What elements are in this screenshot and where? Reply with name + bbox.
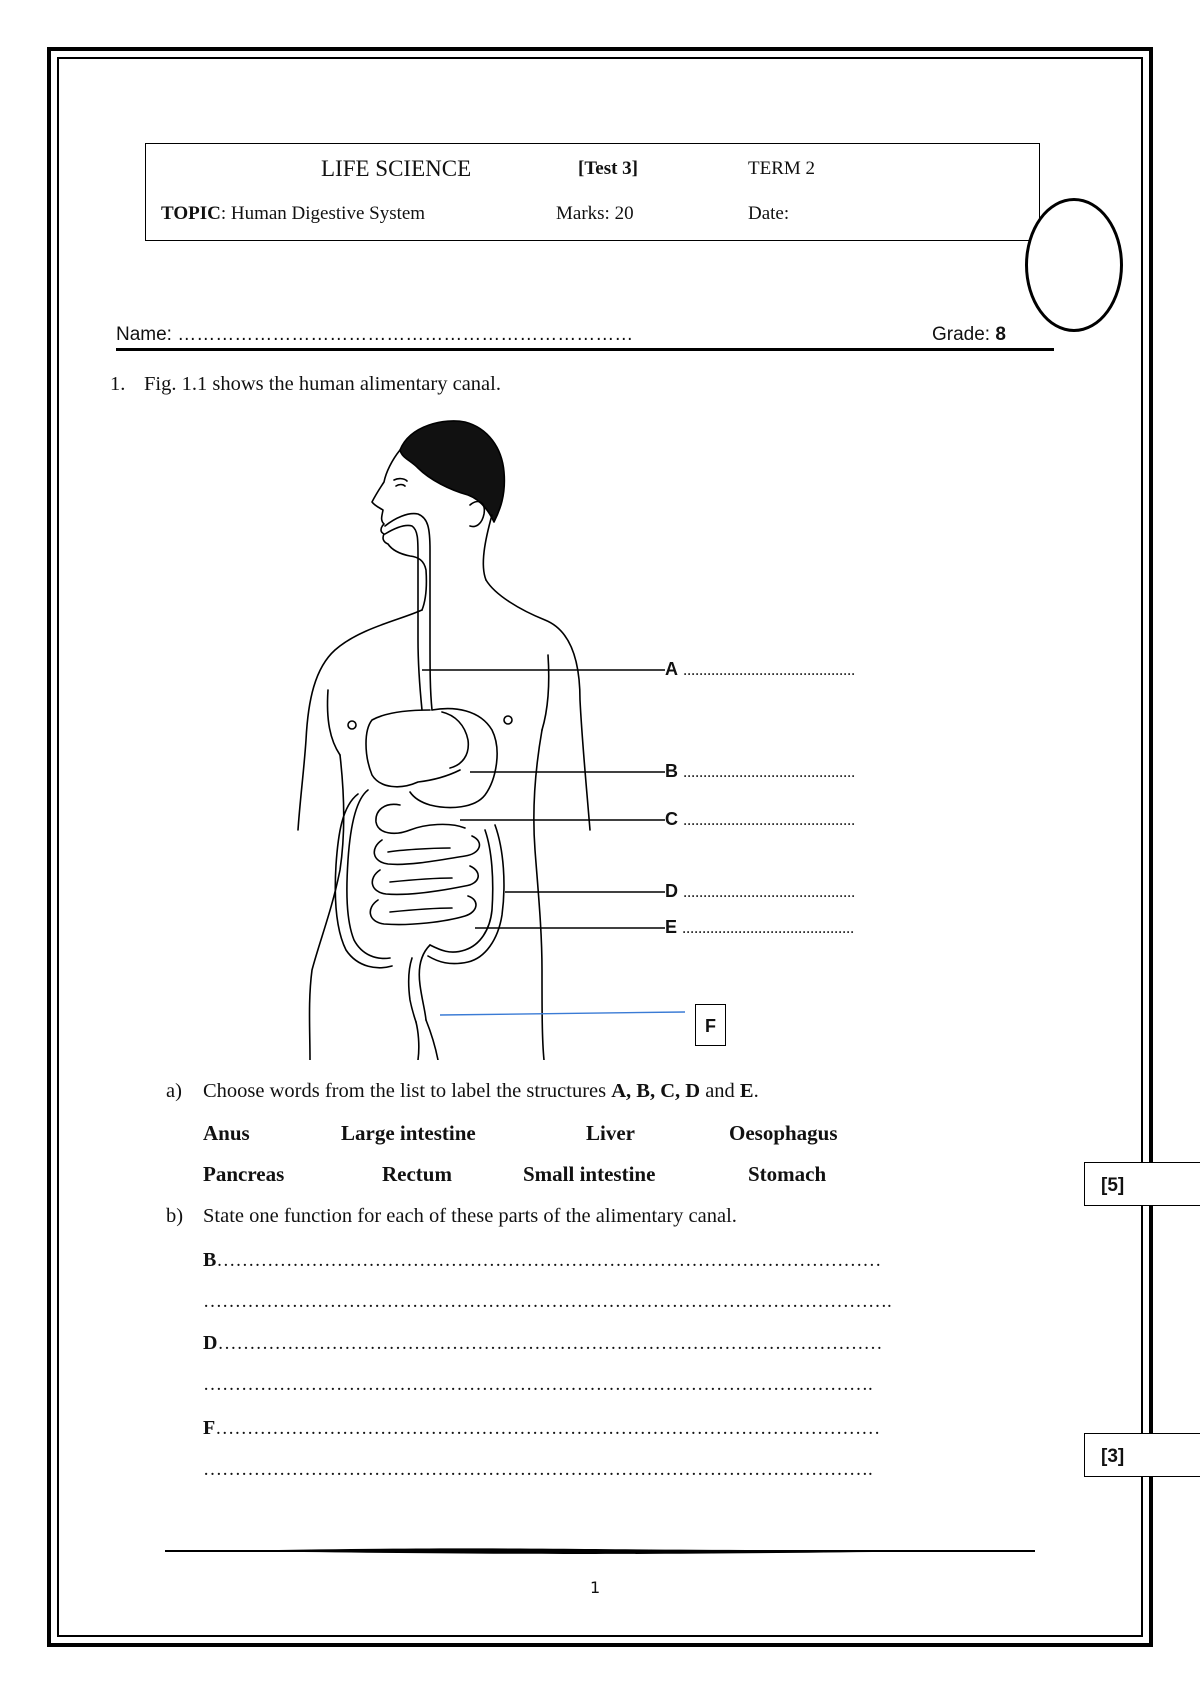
subject-title: LIFE SCIENCE [321, 156, 472, 181]
part-a-instruction: Choose words from the list to label the structures A, B, C, D and E. [203, 1080, 759, 1102]
footer-rule [165, 1545, 1035, 1557]
marks-total: Marks: 20 [556, 203, 634, 224]
test-header [145, 143, 1040, 241]
answer-d-line-2[interactable]: ……………………………………………………………………………………………. [203, 1374, 873, 1395]
score-oval[interactable] [1025, 198, 1123, 332]
answer-b-line-2[interactable]: ………………………………………………………………………………………………. [203, 1291, 892, 1312]
answer-b-line-1[interactable]: B…………………………………………………………………………………………… [203, 1249, 882, 1271]
term-label: TERM 2 [748, 158, 816, 179]
label-c-answer-line[interactable]: ........................................... [683, 812, 856, 829]
label-b-answer-line[interactable]: ........................................... [683, 764, 856, 781]
grade-label: Grade: [932, 324, 996, 345]
part-b-instruction: State one function for each of these parts of the alimentary canal. [203, 1205, 737, 1227]
label-d-answer-line[interactable]: ........................................... [683, 884, 856, 901]
label-a-answer-line[interactable]: ........................................... [683, 662, 856, 679]
diagram-label-c: C ........................................... [665, 809, 856, 829]
part-b-mark: [3] [1101, 1446, 1125, 1467]
page-number: 1 [590, 1578, 601, 1597]
part-a-marker: a) [166, 1080, 182, 1102]
grade-value: 8 [995, 324, 1006, 345]
diagram-label-e: E ........................................... [665, 917, 855, 937]
diagram-label-b: B ........................................... [665, 761, 856, 781]
question-number: 1. [110, 373, 126, 395]
date-label: Date: [748, 203, 790, 224]
name-field[interactable] [116, 324, 633, 346]
topic-line [161, 203, 425, 225]
name-underline [116, 348, 1054, 351]
diagram-label-f-box: F [695, 1004, 726, 1046]
word-bank-item: Rectum [382, 1162, 452, 1186]
name-label: Name: [116, 324, 178, 345]
topic-label: TOPIC [161, 203, 221, 224]
answer-f-line-2[interactable]: ……………………………………………………………………………………………. [203, 1459, 873, 1480]
answer-f-line-1[interactable]: F…………………………………………………………………………………………… [203, 1417, 881, 1439]
word-bank-item: Oesophagus [729, 1121, 838, 1145]
word-bank-item: Liver [586, 1121, 635, 1145]
word-bank-item: Stomach [748, 1162, 827, 1186]
word-bank-item: Small intestine [523, 1162, 656, 1186]
alimentary-canal-diagram [280, 410, 980, 1060]
grade-field [932, 324, 1006, 346]
word-bank-item: Pancreas [203, 1162, 285, 1186]
test-number: [Test 3] [578, 158, 638, 179]
question-intro: Fig. 1.1 shows the human alimentary canal. [144, 373, 501, 395]
part-b-mark-box [1084, 1433, 1200, 1477]
diagram-label-d: D ........................................... [665, 881, 856, 901]
part-a-mark-box [1084, 1162, 1200, 1206]
part-a-mark: [5] [1101, 1175, 1125, 1196]
word-bank-item: Anus [203, 1121, 250, 1145]
topic-value: : Human Digestive System [220, 203, 426, 224]
diagram-label-a: A ........................................... [665, 659, 856, 679]
name-dots: ……………………………………………………………… [177, 324, 634, 345]
word-bank-item: Large intestine [341, 1121, 476, 1145]
answer-d-line-1[interactable]: D…………………………………………………………………………………………… [203, 1332, 883, 1354]
part-b-marker: b) [166, 1205, 184, 1227]
label-e-answer-line[interactable]: ........................................... [682, 920, 855, 937]
